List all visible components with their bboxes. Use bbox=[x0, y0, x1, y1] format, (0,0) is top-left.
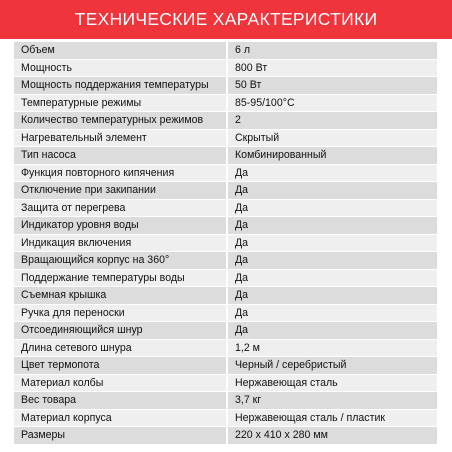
spec-value: Скрытый bbox=[228, 130, 437, 148]
spec-value: Да bbox=[228, 200, 437, 218]
spec-row bbox=[14, 427, 437, 445]
spec-name: Мощность поддержания температуры bbox=[14, 77, 226, 95]
spec-value: Нержавеющая сталь / пластик bbox=[228, 410, 437, 428]
spec-value: 800 Вт bbox=[228, 60, 437, 78]
spec-name: Материал корпуса bbox=[14, 410, 226, 428]
spec-row bbox=[14, 95, 437, 113]
spec-name: Тип насоса bbox=[14, 147, 226, 165]
spec-name: Мощность bbox=[14, 60, 226, 78]
spec-value: Да bbox=[228, 182, 437, 200]
spec-row bbox=[14, 410, 437, 428]
spec-row bbox=[14, 130, 437, 148]
spec-row bbox=[14, 217, 437, 235]
spec-name: Нагревательный элемент bbox=[14, 130, 226, 148]
spec-value: Черный / серебристый bbox=[228, 357, 437, 375]
spec-name: Вес товара bbox=[14, 392, 226, 410]
spec-name: Вращающийся корпус на 360° bbox=[14, 252, 226, 270]
spec-row bbox=[14, 112, 437, 130]
spec-table bbox=[14, 42, 437, 445]
spec-row bbox=[14, 270, 437, 288]
spec-value: 85-95/100°C bbox=[228, 95, 437, 113]
spec-row bbox=[14, 375, 437, 393]
spec-row bbox=[14, 42, 437, 60]
spec-header-banner bbox=[0, 0, 452, 39]
spec-value: Да bbox=[228, 270, 437, 288]
spec-row bbox=[14, 60, 437, 78]
spec-name: Длина сетевого шнура bbox=[14, 340, 226, 358]
spec-name: Количество температурных режимов bbox=[14, 112, 226, 130]
spec-name: Температурные режимы bbox=[14, 95, 226, 113]
spec-row bbox=[14, 165, 437, 183]
page-title: ТЕХНИЧЕСКИЕ ХАРАКТЕРИСТИКИ bbox=[74, 9, 378, 29]
spec-name: Ручка для переноски bbox=[14, 305, 226, 323]
spec-row bbox=[14, 322, 437, 340]
spec-name: Размеры bbox=[14, 427, 226, 445]
spec-row bbox=[14, 182, 437, 200]
spec-row bbox=[14, 252, 437, 270]
spec-row bbox=[14, 287, 437, 305]
spec-name: Индикатор уровня воды bbox=[14, 217, 226, 235]
spec-name: Объем bbox=[14, 42, 226, 60]
spec-value: 50 Вт bbox=[228, 77, 437, 95]
spec-name: Отключение при закипании bbox=[14, 182, 226, 200]
spec-value: Да bbox=[228, 322, 437, 340]
spec-name: Съемная крышка bbox=[14, 287, 226, 305]
spec-value: Нержавеющая сталь bbox=[228, 375, 437, 393]
spec-value: 1,2 м bbox=[228, 340, 437, 358]
spec-value: Да bbox=[228, 252, 437, 270]
spec-row bbox=[14, 357, 437, 375]
spec-name: Цвет термопота bbox=[14, 357, 226, 375]
spec-name: Индикация включения bbox=[14, 235, 226, 253]
spec-value: Да bbox=[228, 217, 437, 235]
spec-row bbox=[14, 305, 437, 323]
spec-value: Да bbox=[228, 287, 437, 305]
spec-name: Функция повторного кипячения bbox=[14, 165, 226, 183]
spec-row bbox=[14, 340, 437, 358]
spec-row bbox=[14, 200, 437, 218]
spec-row bbox=[14, 235, 437, 253]
spec-row bbox=[14, 77, 437, 95]
spec-row bbox=[14, 392, 437, 410]
spec-name: Материал колбы bbox=[14, 375, 226, 393]
spec-value: 3,7 кг bbox=[228, 392, 437, 410]
spec-value: Да bbox=[228, 235, 437, 253]
spec-row bbox=[14, 147, 437, 165]
spec-value: Комбинированный bbox=[228, 147, 437, 165]
spec-name: Поддержание температуры воды bbox=[14, 270, 226, 288]
spec-value: Да bbox=[228, 305, 437, 323]
spec-value: 220 х 410 х 280 мм bbox=[228, 427, 437, 445]
spec-value: 2 bbox=[228, 112, 437, 130]
spec-value: Да bbox=[228, 165, 437, 183]
spec-value: 6 л bbox=[228, 42, 437, 60]
spec-name: Отсоединяющийся шнур bbox=[14, 322, 226, 340]
spec-name: Защита от перегрева bbox=[14, 200, 226, 218]
